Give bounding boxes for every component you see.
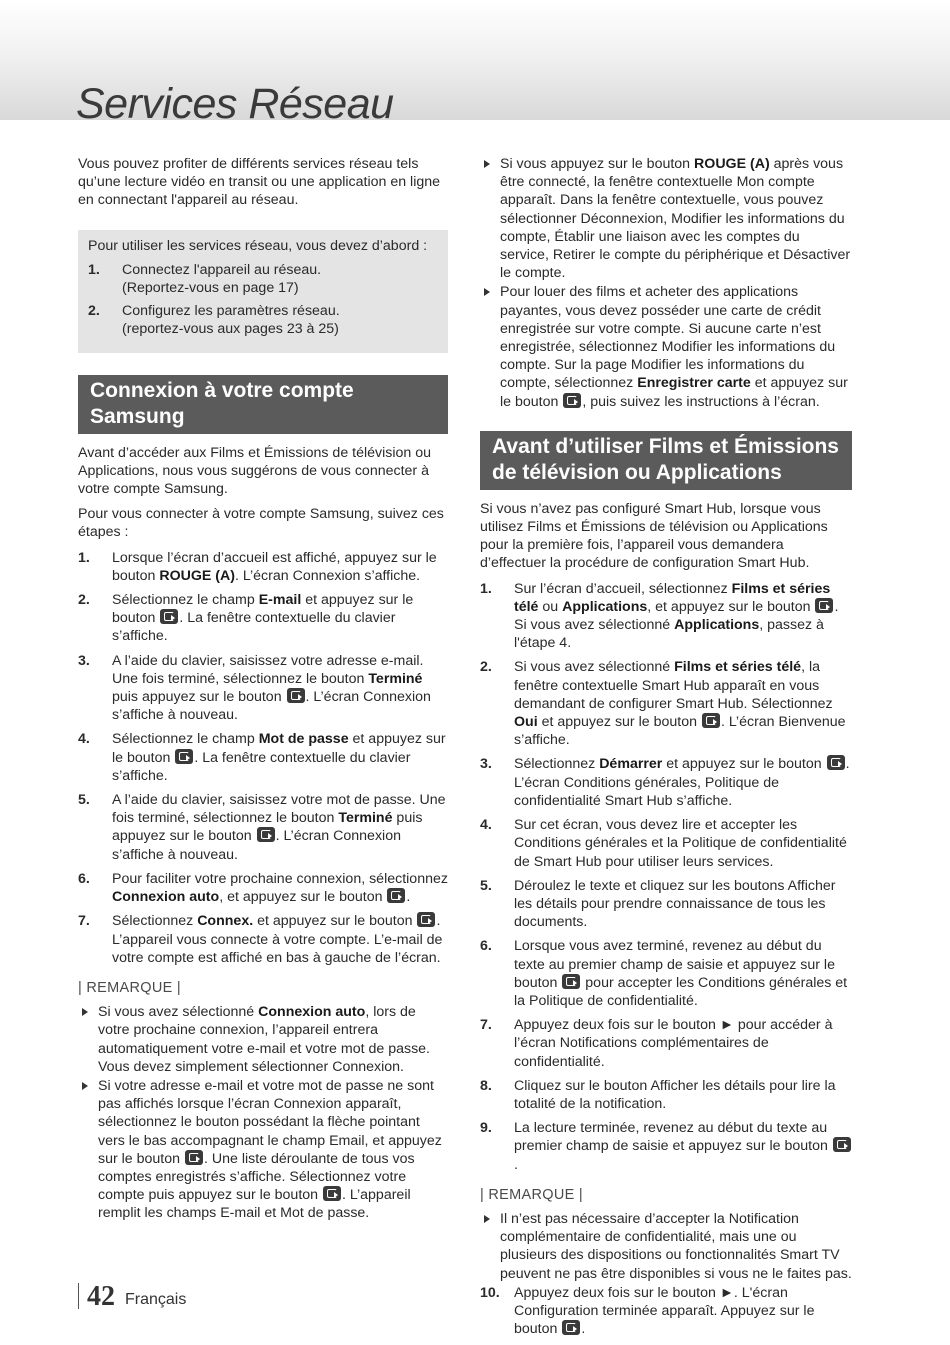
step-number: 4. [480, 817, 492, 834]
smart-hub-steps [480, 580, 852, 1174]
enter-button-icon [160, 609, 178, 624]
step-number: 6. [78, 870, 90, 887]
triangle-bullet-icon [484, 288, 490, 296]
step-text: La lecture terminée, revenez au début du texte au premier champ de saisie et appuyez sur le bouton [514, 1120, 832, 1155]
enter-button-icon [563, 393, 581, 408]
step-text: Sur cet écran, vous devez lire et accepter les Conditions générales et la Politique de confidentialité de Smart Hub pour utiliser leurs services. [514, 817, 847, 870]
step-text: Sélectionnez le champ [112, 592, 259, 609]
step-text: Sélectionnez le champ [112, 731, 259, 748]
list-item [88, 261, 436, 297]
step-number: 4. [78, 731, 90, 748]
step-text: . L’appareil vous connecte à votre compte. L’e-mail de votre compte est affiché en bas à gauche de l’écran. [112, 913, 443, 966]
bold-term: Connexion auto [112, 889, 220, 906]
step-reference: (reportez-vous aux pages 23 à 25) [122, 321, 339, 338]
bold-term: Films et séries télé [674, 659, 802, 676]
bold-term: Oui [514, 714, 538, 731]
step-text: A l’aide du clavier, saisissez votre mot de passe. Une fois terminé, sélectionnez le bouton [112, 792, 446, 827]
bold-term: Enregistrer carte [637, 375, 751, 392]
step-number: 9. [480, 1120, 492, 1137]
step-number: 3. [78, 652, 90, 669]
step-text: , la fenêtre contextuelle Smart Hub apparaît en vous demandant de configurer Smart Hub. Sélectionnez [514, 659, 833, 712]
enter-button-icon [833, 1137, 851, 1152]
step-text: , et appuyez sur le bouton [219, 889, 387, 906]
bold-term: Terminé [338, 810, 393, 827]
page-footer [78, 1280, 186, 1312]
list-item [480, 283, 852, 410]
step-text: . L’écran Connexion s’affiche à nouveau. [112, 689, 431, 724]
step-text: . L’écran Conditions générales, Politique de confidentialité Smart Hub s’affiche. [514, 756, 850, 809]
step-text: Lorsque l’écran d’accueil est affiché, appuyez sur le bouton [112, 549, 437, 584]
prerequisites-box [78, 230, 448, 353]
step-text: . [406, 889, 411, 906]
step-text: . [581, 1321, 586, 1338]
remark-label: | REMARQUE | [480, 1186, 583, 1203]
section-heading-samsung-account: Connexion à votre compte Samsung [78, 375, 448, 434]
page-number: 42 [87, 1281, 115, 1312]
list-item [78, 1003, 448, 1076]
step-number: 6. [480, 938, 492, 955]
step-number: 1. [88, 261, 100, 278]
step-text: puis appuyez sur le bouton [112, 810, 423, 845]
list-item [480, 1284, 852, 1339]
list-item [78, 912, 448, 967]
step-number: 2. [88, 303, 100, 320]
enter-button-icon [175, 749, 193, 764]
step-text: pour accepter les Conditions générales et la Politique de confidentialité. [514, 974, 848, 1009]
step-text: , passez à l'étape 4. [514, 617, 824, 652]
list-item [78, 1077, 448, 1223]
step-text: A l’aide du clavier, saisissez votre adresse e-mail. Une fois terminé, sélectionnez le bouton [112, 652, 424, 687]
enter-button-icon [417, 912, 435, 927]
step-text: . L’écran Connexion s’affiche. [235, 567, 421, 584]
step-number: 2. [78, 592, 90, 609]
bold-term: Mot de passe [258, 731, 349, 748]
triangle-bullet-icon [82, 1008, 88, 1016]
list-item [78, 870, 448, 906]
list-item [480, 580, 852, 653]
step-text: ou [538, 598, 563, 615]
step-number: 1. [480, 580, 492, 597]
list-item [480, 937, 852, 1010]
section-heading-before-using: Avant d’utiliser Films et Émissions de télévision ou Applications [480, 431, 852, 490]
prerequisites-lead: Pour utiliser les services réseau, vous devez d’abord : [88, 237, 428, 254]
note-text: Si votre adresse e-mail et votre mot de passe ne sont pas affichés lorsque l’écran Connexion apparaît, sélectionnez le bouton possédant la flèche pointant vers le bas accompagnant le champ Email, et appuyez sur le bouton [98, 1077, 442, 1167]
enter-button-icon [562, 1320, 580, 1335]
enter-button-icon [815, 598, 833, 613]
step-number: 10. [480, 1284, 500, 1301]
list-item [480, 755, 852, 810]
step-text: Appuyez deux fois sur le bouton ► pour accéder à l’écran Notifications complémentaires de confidentialité. [514, 1017, 833, 1070]
bold-term: Connex. [197, 913, 254, 930]
note-text: Pour louer des films et acheter des applications payantes, vous devez posséder une carte de crédit enregistrée sur votre compte. Si aucune carte n’est enregistrée, sélectionnez Modifier les informations du compte. Sur la page Modifier les informations du compte, sélectionnez [500, 284, 836, 392]
bold-term: Films et séries télé [514, 580, 831, 615]
enter-button-icon [702, 713, 720, 728]
step-text: Sur l’écran d’accueil, sélectionnez [514, 580, 732, 597]
list-item [480, 877, 852, 932]
bold-term: E-mail [258, 592, 302, 609]
enter-button-icon [387, 888, 405, 903]
note-text: Si vous avez sélectionné [98, 1004, 259, 1021]
left-column [78, 155, 448, 1224]
right-column [480, 155, 852, 1344]
bold-term: ROUGE (A) [159, 567, 236, 584]
enter-button-icon [827, 755, 845, 770]
note-text: et appuyez sur le bouton [500, 375, 848, 410]
note-text: Si vous appuyez sur le bouton [500, 156, 695, 172]
step-text: et appuyez sur le bouton [662, 756, 826, 773]
triangle-bullet-icon [82, 1082, 88, 1090]
list-item [480, 1016, 852, 1071]
step-text: . L’écran Connexion s’affiche à nouveau. [112, 828, 401, 863]
bold-term: Applications [562, 598, 648, 615]
step-text: Sélectionnez [112, 913, 198, 930]
step-text: Pour faciliter votre prochaine connexion, sélectionnez [112, 870, 448, 887]
footer-divider [78, 1283, 79, 1309]
enter-button-icon [323, 1186, 341, 1201]
step-text: et appuyez sur le bouton [112, 731, 446, 766]
step-text: . L’écran Bienvenue s’affiche. [514, 714, 846, 749]
step-number: 8. [480, 1077, 492, 1094]
step-text: Connectez l'appareil au réseau. [122, 261, 322, 278]
list-item [78, 730, 448, 785]
note-text: Il n’est pas nécessaire d’accepter la Notification complémentaire de confidentialité, mais une ou plusieurs des dispositions ou fonctionnalités Smart TV peuvent ne pas être disponibles si vous ne le faites pas. [500, 1210, 852, 1282]
remark-label: | REMARQUE | [78, 979, 181, 996]
step-number: 5. [78, 792, 90, 809]
step-number: 2. [480, 659, 492, 676]
enter-button-icon [185, 1150, 203, 1165]
step-text: Appuyez deux fois sur le bouton ►. L'écran Configuration terminée apparaît. Appuyez sur le bouton [514, 1284, 815, 1338]
bold-term: Terminé [368, 670, 423, 687]
smart-hub-steps-continued [480, 1284, 852, 1339]
intro-paragraph: Vous pouvez profiter de différents services réseau tels qu’une lecture vidéo en transit ou une application en ligne en connectant l'appareil au réseau. [78, 156, 441, 209]
list-item [480, 155, 852, 282]
prerequisites-list [88, 261, 436, 339]
bold-term: Connexion auto [258, 1004, 366, 1021]
step-reference: (Reportez-vous en page 17) [122, 280, 299, 297]
step-text: et appuyez sur le bouton [537, 714, 701, 731]
step-text: . [514, 1156, 518, 1173]
step-text: , et appuyez sur le bouton [647, 598, 815, 615]
enter-button-icon [562, 974, 580, 989]
step-text: . La fenêtre contextuelle du clavier s’affiche. [112, 610, 396, 645]
note-text: , puis suivez les instructions à l’écran. [582, 393, 820, 410]
section-paragraph: Si vous n’avez pas configuré Smart Hub, lorsque vous utilisez Films et Émissions de télévision ou Applications pour la première fois, l’appareil vous demandera d’effectuer la procédure de configuration Smart Hub. [480, 500, 828, 572]
step-text: Cliquez sur le bouton Afficher les détails pour lire la totalité de la notification. [514, 1077, 836, 1112]
login-steps [78, 549, 448, 967]
list-item [78, 549, 448, 585]
step-number: 1. [78, 549, 90, 566]
note-text: . L’appareil remplit les champs E-mail et Mot de passe. [98, 1187, 411, 1222]
step-text: puis appuyez sur le bouton [112, 689, 286, 706]
list-item [480, 658, 852, 749]
list-item [480, 1119, 852, 1174]
note-text: après vous être connecté, la fenêtre contextuelle Mon compte apparaît. Dans la fenêtre contextuelle, vous pouvez sélectionner Déconnexion, Modifier les informations du compte, Établir une liaison avec les comptes du service, Retirer le compte du périphérique et Désactiver le compte. [500, 156, 851, 282]
list-item [78, 791, 448, 864]
note-text: . Une liste déroulante de tous vos comptes enregistrés s’affiche. Sélectionnez votre compte puis appuyez sur le bouton [98, 1150, 415, 1204]
section-paragraph: Avant d’accéder aux Films et Émissions de télévision ou Applications, nous vous suggérons de vous connecter à votre compte Samsung. [78, 444, 432, 498]
section-paragraph: Pour vous connecter à votre compte Samsung, suivez ces étapes : [78, 506, 444, 541]
list-item [480, 1210, 852, 1283]
list-item [480, 1077, 852, 1113]
triangle-bullet-icon [484, 1215, 490, 1223]
step-text: Déroulez le texte et cliquez sur les boutons Afficher les détails pour prendre connaissance de tous les documents. [514, 877, 836, 931]
bold-term: ROUGE (A) [694, 156, 770, 172]
enter-button-icon [257, 827, 275, 842]
step-text: et appuyez sur le bouton [112, 592, 414, 627]
step-number: 5. [480, 877, 492, 894]
list-item [78, 591, 448, 646]
remark-notes [78, 1003, 448, 1222]
list-item [78, 652, 448, 725]
step-text: Si vous avez sélectionné [514, 659, 675, 676]
footer-language: Français [125, 1291, 187, 1308]
enter-button-icon [287, 688, 305, 703]
triangle-bullet-icon [484, 160, 490, 168]
note-text: , lors de votre prochaine connexion, l’appareil entrera automatiquement votre e-mail et votre mot de passe. Vous devez simplement sélectionner Connexion. [98, 1004, 430, 1075]
remark-notes [480, 1210, 852, 1283]
page-title: Services Réseau [76, 80, 394, 128]
list-item [480, 816, 852, 871]
account-notes [480, 155, 852, 411]
bold-term: Démarrer [599, 756, 663, 773]
step-text: Configurez les paramètres réseau. [122, 303, 340, 320]
step-text: . Si vous avez sélectionné [514, 598, 839, 634]
step-text: Lorsque vous avez terminé, revenez au début du texte au premier champ de saisie et appuyez sur le bouton [514, 938, 835, 991]
step-number: 3. [480, 756, 492, 773]
step-number: 7. [78, 913, 90, 930]
step-text: et appuyez sur le bouton [253, 913, 417, 930]
list-item [88, 302, 436, 338]
step-text: Sélectionnez [514, 756, 600, 773]
bold-term: Applications [674, 617, 760, 634]
step-text: . La fenêtre contextuelle du clavier s’affiche. [112, 749, 411, 784]
step-number: 7. [480, 1017, 492, 1034]
